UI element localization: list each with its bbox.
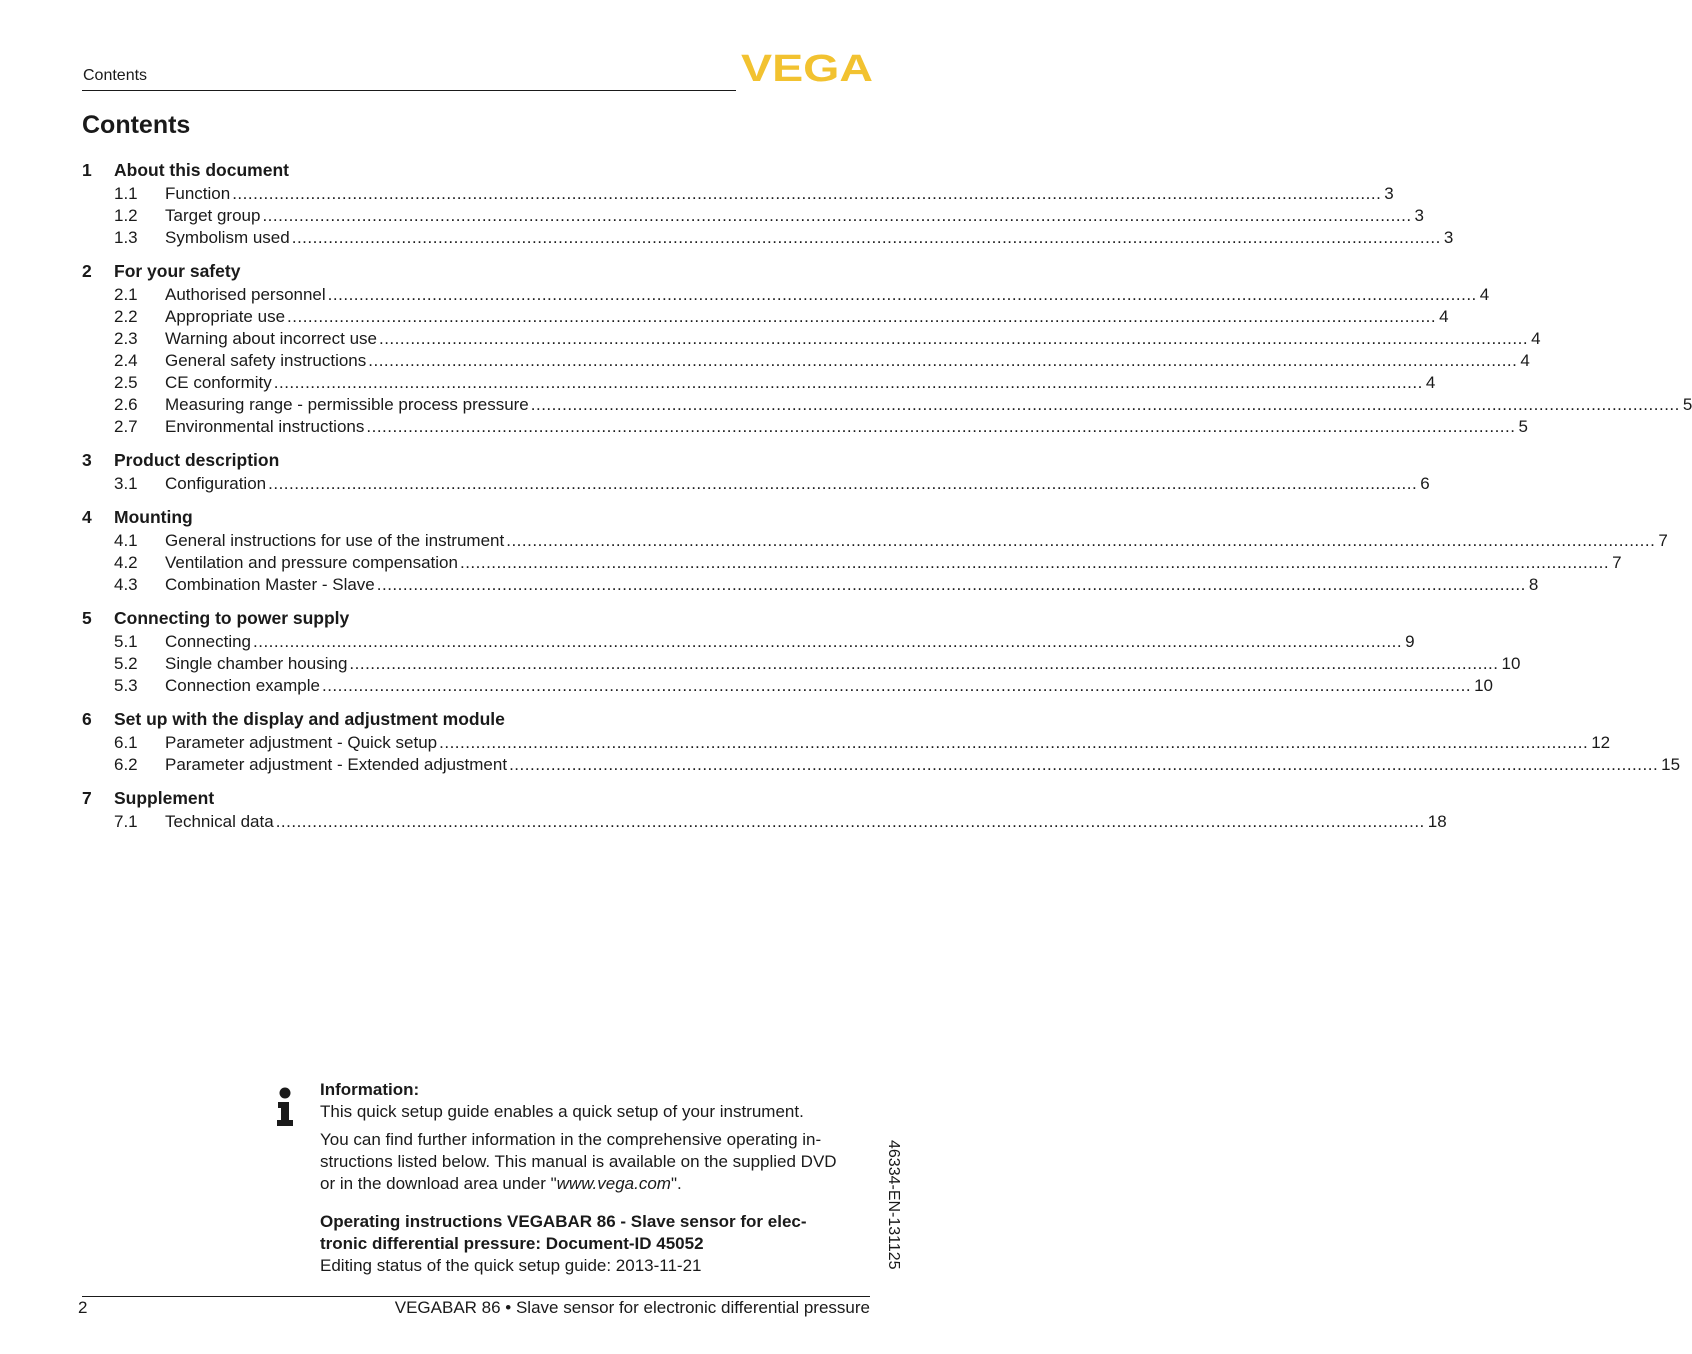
entry-title: Ventilation and pressure compensation — [165, 553, 458, 572]
vega-logo — [741, 48, 873, 90]
info-paragraph — [320, 1129, 870, 1195]
entry-title: Parameter adjustment - Extended adjustment — [165, 755, 508, 774]
dot-leader: ............................................................................................................................................................................................................................ — [253, 632, 1403, 651]
table-of-contents — [82, 158, 1692, 843]
toc-entry[interactable] — [82, 372, 1436, 394]
entry-number: 2.4 — [114, 351, 138, 370]
section-number: 6 — [82, 709, 92, 729]
section-title: Set up with the display and adjustment module — [114, 709, 505, 729]
editing-status: Editing status of the quick setup guide: 2013-11-21 — [320, 1256, 702, 1275]
entry-title: Symbolism used — [165, 228, 290, 247]
doc-ref-line: tronic differential pressure: Document-ID 45052 — [320, 1234, 704, 1253]
section-title: For your safety — [114, 261, 241, 281]
toc-entry[interactable] — [82, 306, 1449, 328]
entry-number: 1.1 — [114, 184, 138, 203]
website-link[interactable]: www.vega.com — [556, 1174, 671, 1193]
dot-leader: ............................................................................................................................................................................................................................ — [439, 733, 1589, 752]
section-number: 2 — [82, 261, 92, 281]
toc-section-heading[interactable] — [82, 448, 874, 473]
dot-leader: ............................................................................................................................................................................................................................ — [327, 285, 1477, 304]
entry-number: 7.1 — [114, 812, 138, 831]
entry-number: 4.3 — [114, 575, 138, 594]
entry-number: 1.3 — [114, 228, 138, 247]
info-text: You can find further information in the comprehensive operating in- — [320, 1130, 822, 1149]
entry-number: 2.6 — [114, 395, 138, 414]
info-text: ". — [670, 1174, 682, 1193]
toc-entry[interactable] — [82, 552, 1622, 574]
entry-number: 2.5 — [114, 373, 138, 392]
toc-entry[interactable] — [82, 473, 1430, 495]
toc-entry[interactable] — [82, 394, 1692, 416]
entry-title: General instructions for use of the instrument — [165, 531, 505, 550]
entry-page-number: 7 — [1658, 531, 1668, 550]
entry-number: 5.1 — [114, 632, 138, 651]
toc-entry[interactable] — [82, 675, 1493, 697]
entry-page-number: 4 — [1479, 285, 1490, 304]
entry-number: 6.1 — [114, 733, 138, 752]
document-code: 46334-EN-131125 — [885, 1140, 902, 1270]
toc-entry[interactable] — [82, 205, 1425, 227]
section-title: Supplement — [114, 788, 215, 808]
toc-entry[interactable] — [82, 754, 1681, 776]
footer-rule — [82, 1296, 870, 1297]
entry-title: Warning about incorrect use — [165, 329, 377, 348]
toc-entry[interactable] — [82, 732, 1611, 754]
entry-title: Authorised personnel — [165, 285, 326, 304]
dot-leader: ............................................................................................................................................................................................................................ — [376, 575, 1526, 594]
entry-title: Parameter adjustment - Quick setup — [165, 733, 438, 752]
toc-entry[interactable] — [82, 350, 1530, 372]
entry-page-number: 6 — [1420, 474, 1430, 493]
entry-title: Connecting — [165, 632, 252, 651]
information-icon — [276, 1087, 294, 1127]
entry-page-number: 4 — [1425, 373, 1436, 392]
entry-title: Connection example — [165, 676, 320, 695]
page-title: Contents — [82, 111, 191, 139]
entry-title: General safety instructions — [165, 351, 367, 370]
entry-page-number: 15 — [1661, 755, 1681, 774]
entry-page-number: 7 — [1612, 553, 1622, 572]
toc-section — [82, 505, 1668, 596]
entry-page-number: 3 — [1443, 228, 1454, 247]
entry-title: Technical data — [165, 812, 274, 831]
dot-leader: ............................................................................................................................................................................................................................ — [275, 812, 1425, 831]
dot-leader: ............................................................................................................................................................................................................................ — [366, 417, 1516, 436]
toc-section — [82, 259, 1692, 438]
entry-title: Measuring range - permissible process pressure — [165, 395, 529, 414]
toc-section-heading[interactable] — [82, 158, 874, 183]
brand-logo-text: VEGA — [741, 48, 873, 90]
entry-title: Single chamber housing — [165, 654, 348, 673]
toc-entry[interactable] — [82, 631, 1415, 653]
entry-page-number: 4 — [1439, 307, 1449, 326]
entry-number: 5.3 — [114, 676, 138, 695]
footer-title: VEGABAR 86 • Slave sensor for electronic differential pressure — [394, 1298, 870, 1317]
entry-page-number: 12 — [1591, 733, 1611, 752]
toc-section — [82, 707, 1681, 776]
doc-ref-line: Operating instructions VEGABAR 86 - Slave sensor for elec- — [320, 1212, 807, 1231]
dot-leader: ............................................................................................................................................................................................................................ — [232, 184, 1382, 203]
dot-leader: ............................................................................................................................................................................................................................ — [459, 553, 1610, 572]
entry-number: 4.1 — [114, 531, 138, 550]
toc-entry[interactable] — [82, 227, 1454, 249]
entry-page-number: 10 — [1501, 654, 1521, 673]
dot-leader: ............................................................................................................................................................................................................................ — [530, 395, 1680, 414]
entry-page-number: 5 — [1518, 417, 1528, 436]
toc-section — [82, 606, 1521, 697]
entry-number: 2.1 — [114, 285, 138, 304]
toc-entry[interactable] — [82, 653, 1521, 675]
entry-title: Appropriate use — [165, 307, 286, 326]
section-number: 3 — [82, 450, 92, 470]
toc-entry[interactable] — [82, 328, 1541, 350]
toc-entry[interactable] — [82, 416, 1528, 438]
entry-title: CE conformity — [165, 373, 272, 392]
entry-number: 2.7 — [114, 417, 138, 436]
section-number: 5 — [82, 608, 92, 628]
toc-entry[interactable] — [82, 183, 1394, 205]
dot-leader: ............................................................................................................................................................................................................................ — [506, 531, 1656, 550]
dot-leader: ............................................................................................................................................................................................................................ — [268, 474, 1418, 493]
dot-leader: ............................................................................................................................................................................................................................ — [509, 755, 1659, 774]
entry-page-number: 9 — [1405, 632, 1415, 651]
section-number: 1 — [82, 160, 92, 180]
toc-entry[interactable] — [82, 530, 1668, 552]
entry-title: Target group — [165, 206, 261, 225]
toc-section — [82, 786, 1447, 833]
section-number: 7 — [82, 788, 92, 808]
dot-leader: ............................................................................................................................................................................................................................ — [368, 351, 1518, 370]
toc-section-heading[interactable] — [82, 606, 874, 631]
toc-section — [82, 448, 1430, 495]
entry-number: 5.2 — [114, 654, 138, 673]
page-number: 2 — [78, 1298, 88, 1317]
section-title: About this document — [114, 160, 289, 180]
toc-entry[interactable] — [82, 811, 1447, 833]
entry-page-number: 4 — [1531, 329, 1541, 348]
toc-entry[interactable] — [82, 574, 1539, 596]
entry-page-number: 8 — [1528, 575, 1539, 594]
entry-number: 2.3 — [114, 329, 138, 348]
entry-number: 6.2 — [114, 755, 138, 774]
entry-number: 4.2 — [114, 553, 138, 572]
entry-number: 2.2 — [114, 307, 138, 326]
toc-section-heading[interactable] — [82, 707, 874, 732]
entry-title: Combination Master - Slave — [165, 575, 375, 594]
section-number: 4 — [82, 507, 92, 527]
info-heading: Information: — [320, 1080, 420, 1099]
entry-title: Function — [165, 184, 231, 203]
entry-title: Configuration — [165, 474, 267, 493]
header-rule — [82, 90, 736, 91]
section-title: Connecting to power supply — [114, 608, 350, 628]
dot-leader: ............................................................................................................................................................................................................................ — [273, 373, 1423, 392]
dot-leader: ............................................................................................................................................................................................................................ — [321, 676, 1472, 695]
entry-title: Environmental instructions — [165, 417, 365, 436]
information-block — [320, 1079, 870, 1277]
toc-section-heading[interactable] — [82, 786, 874, 811]
entry-page-number: 5 — [1682, 395, 1692, 414]
dot-leader: ............................................................................................................................................................................................................................ — [291, 228, 1441, 247]
info-text: or in the download area under " — [320, 1174, 557, 1193]
running-header: Contents — [83, 67, 148, 84]
toc-section-heading[interactable] — [82, 505, 874, 530]
section-title: Mounting — [114, 507, 193, 527]
entry-page-number: 3 — [1414, 206, 1425, 225]
dot-leader: ............................................................................................................................................................................................................................ — [349, 654, 1499, 673]
dot-leader: ............................................................................................................................................................................................................................ — [262, 206, 1412, 225]
entry-number: 3.1 — [114, 474, 138, 493]
dot-leader: ............................................................................................................................................................................................................................ — [378, 329, 1529, 348]
entry-page-number: 4 — [1520, 351, 1530, 370]
toc-section-heading[interactable] — [82, 259, 874, 284]
dot-leader: ............................................................................................................................................................................................................................ — [287, 307, 1437, 326]
entry-page-number: 18 — [1427, 812, 1447, 831]
document-reference — [320, 1211, 870, 1255]
section-title: Product description — [114, 450, 280, 470]
entry-page-number: 3 — [1384, 184, 1394, 203]
info-text: structions listed below. This manual is available on the supplied DVD — [320, 1152, 837, 1171]
toc-entry[interactable] — [82, 284, 1490, 306]
entry-number: 1.2 — [114, 206, 138, 225]
entry-page-number: 10 — [1474, 676, 1493, 695]
toc-section — [82, 158, 1454, 249]
info-line: This quick setup guide enables a quick setup of your instrument. — [320, 1102, 804, 1121]
